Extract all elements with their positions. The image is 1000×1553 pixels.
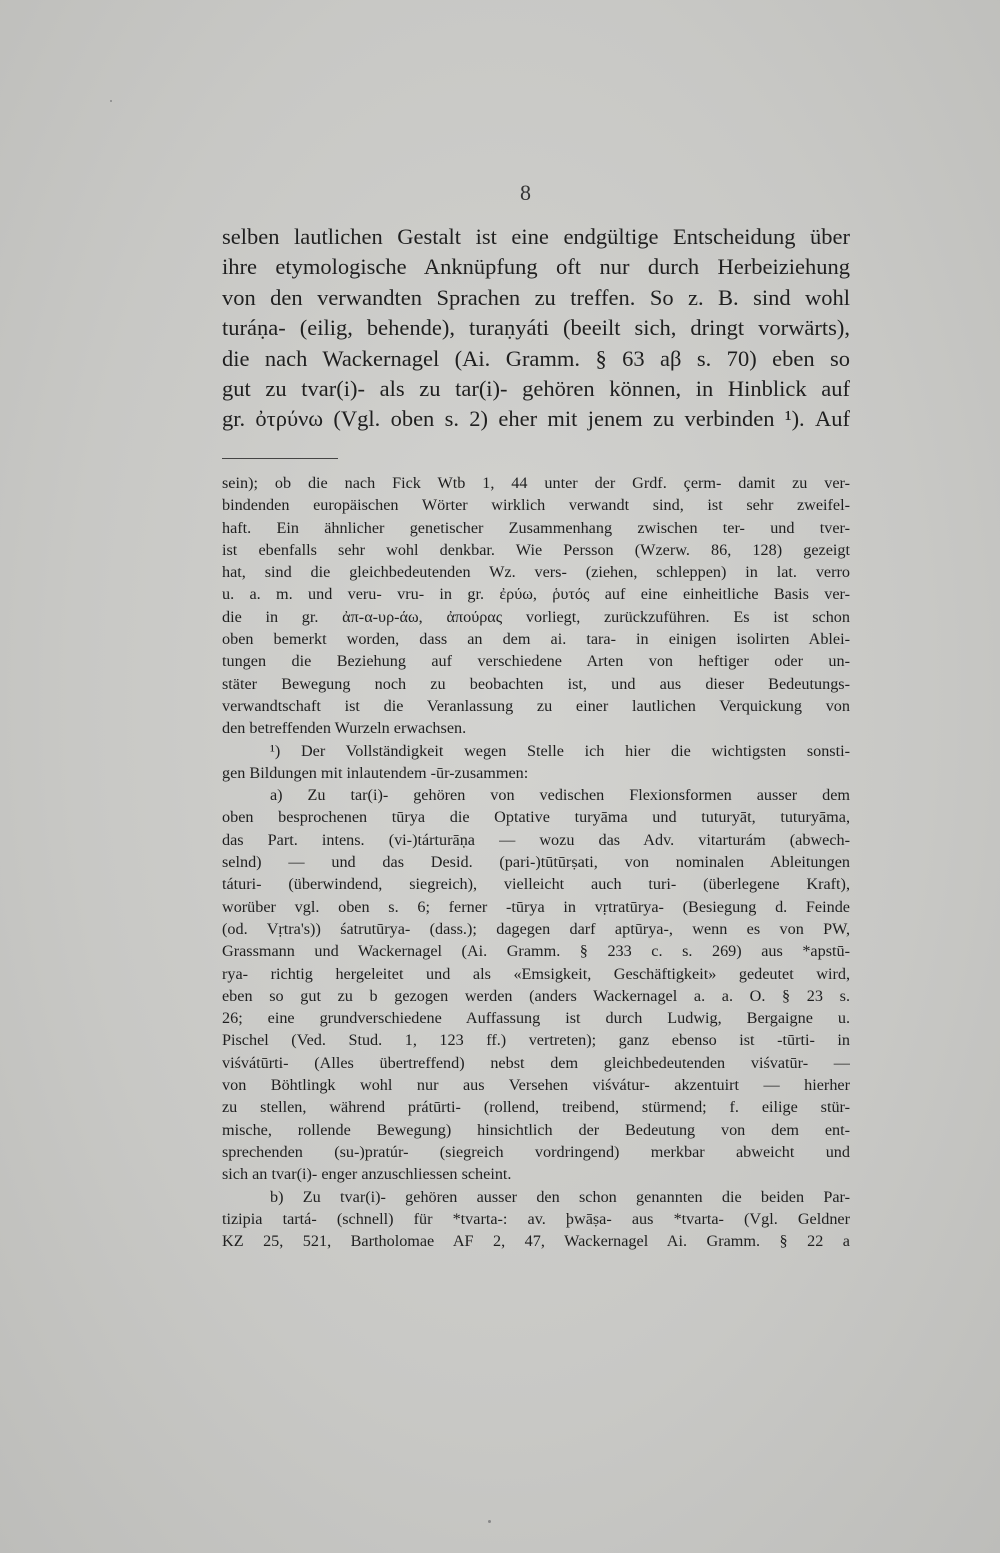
main-line: gr. ὀτρύνω (Vgl. oben s. 2) eher mit jenem zu verbinden ¹). Auf	[222, 406, 850, 432]
note-line: viśvátūrti- (Alles übertreffend) nebst dem gleichbedeutenden viśvatūr- —	[222, 1053, 850, 1072]
main-text	[222, 222, 850, 435]
footnote-divider	[222, 458, 338, 459]
note-line: gen Bildungen mit inlautendem -ūr-zusammen:	[222, 763, 529, 782]
note-line: tizipia tartá- (schnell) für *tvarta-: av. þwāṣa- aus *tvarta- (Vgl. Geldner	[222, 1209, 850, 1228]
page-number: 8	[520, 180, 531, 205]
paper-speck	[488, 1520, 491, 1523]
note-line: die in gr. ἀπ-α-υρ-άω, ἀπούρας vorliegt, zurückzuführen. Es ist schon	[222, 607, 850, 626]
footnotes	[222, 472, 850, 1252]
note-line: táturi- (überwindend, siegreich), vielleicht auch turi- (überlegene Kraft),	[222, 875, 850, 894]
note-line: sprechenden (su-)pratúr- (siegreich vordringend) merkbar abweicht und	[222, 1142, 850, 1161]
note-line: b) Zu tvar(i)- gehören ausser den schon genannten die beiden Par-	[270, 1187, 850, 1206]
note-line: 26; eine grundverschiedene Auffassung ist durch Ludwig, Bergaigne u.	[222, 1009, 850, 1028]
note-line: mische, rollende Bewegung) hinsichtlich der Bedeutung von dem ent-	[222, 1120, 850, 1139]
main-line: ihre etymologische Anknüpfung oft nur durch Herbeiziehung	[222, 254, 850, 280]
note-line: tungen die Beziehung auf verschiedene Arten von heftiger oder un-	[222, 652, 850, 671]
note-line: oben bemerkt worden, dass an dem ai. tara- in einigen isolirten Ablei-	[222, 630, 850, 649]
note-line: Pischel (Ved. Stud. 1, 123 ff.) vertreten); ganz ebenso ist -tūrti- in	[222, 1031, 850, 1050]
note-line: (od. Vṛtra's)) śatrutūrya- (dass.); dagegen darf aptūrya-, wenn es von PW,	[222, 919, 850, 938]
note-line: a) Zu tar(i)- gehören von vedischen Flexionsformen ausser dem	[270, 786, 850, 805]
note-line: zu stellen, während prátūrti- (rollend, treibend, stürmend; f. eilige stür-	[222, 1098, 850, 1117]
main-line: turáṇa- (eilig, behende), turaṇyáti (beeilt sich, dringt vorwärts),	[222, 315, 850, 341]
note-line: stäter Bewegung noch zu beobachten ist, und aus dieser Bedeutungs-	[222, 674, 850, 693]
main-line: gut zu tvar(i)- als zu tar(i)- gehören können, in Hinblick auf	[222, 376, 850, 402]
note-line: den betreffenden Wurzeln erwachsen.	[222, 719, 467, 738]
note-line: rya- richtig hergeleitet und als «Emsigkeit, Geschäftigkeit» gedeutet wird,	[222, 964, 850, 983]
paper-speck	[110, 100, 112, 102]
note-line: von Böhtlingk wohl nur aus Versehen viśvátur- akzentuirt — hierher	[222, 1076, 850, 1095]
note-line: worüber vgl. oben s. 6; ferner -tūrya in vṛtratūrya- (Besiegung d. Feinde	[222, 897, 850, 916]
note-line: sich an tvar(i)- enger anzuschliessen scheint.	[222, 1165, 512, 1184]
note-line: selnd) — und das Desid. (pari-)tūtūrṣati, von nominalen Ableitungen	[222, 853, 850, 872]
note-line: ¹) Der Vollständigkeit wegen Stelle ich hier die wichtigsten sonsti-	[270, 741, 850, 760]
note-line: eben so gut zu b gezogen werden (anders Wackernagel a. a. O. § 23 s.	[222, 986, 850, 1005]
main-line: von den verwandten Sprachen zu treffen. So z. B. sind wohl	[222, 284, 850, 310]
main-line: selben lautlichen Gestalt ist eine endgültige Entscheidung über	[222, 224, 850, 249]
note-line: u. a. m. und veru- vru- in gr. ἐρύω, ῥυτός auf eine einheitliche Basis ver-	[222, 585, 850, 604]
note-line: das Part. intens. (vi-)tárturāṇa — wozu das Adv. vitarturám (abwech-	[222, 830, 850, 849]
note-line: bindenden europäischen Wörter wirklich verwandt sind, ist sehr zweifel-	[222, 496, 850, 515]
note-line: Grassmann und Wackernagel (Ai. Gramm. § 233 c. s. 269) aus *apstū-	[222, 942, 850, 961]
main-line: die nach Wackernagel (Ai. Gramm. § 63 aβ s. 70) eben so	[222, 345, 850, 371]
note-line: ist ebenfalls sehr wohl denkbar. Wie Persson (Wzerw. 86, 128) gezeigt	[222, 540, 850, 559]
note-line: verwandtschaft ist die Veranlassung zu einer lautlichen Verquickung von	[222, 696, 850, 715]
note-line: hat, sind die gleichbedeutenden Wz. vers- (ziehen, schleppen) in lat. verro	[222, 563, 850, 582]
note-line: oben besprochenen tūrya die Optative turyāma und tuturyāt, tuturyāma,	[222, 808, 850, 827]
note-line: haft. Ein ähnlicher genetischer Zusammenhang zwischen ter- und tver-	[222, 518, 850, 537]
note-line: sein); ob die nach Fick Wtb 1, 44 unter der Grdf. çerm- damit zu ver-	[222, 474, 850, 492]
note-line: KZ 25, 521, Bartholomae AF 2, 47, Wackernagel Ai. Gramm. § 22 a	[222, 1232, 850, 1251]
